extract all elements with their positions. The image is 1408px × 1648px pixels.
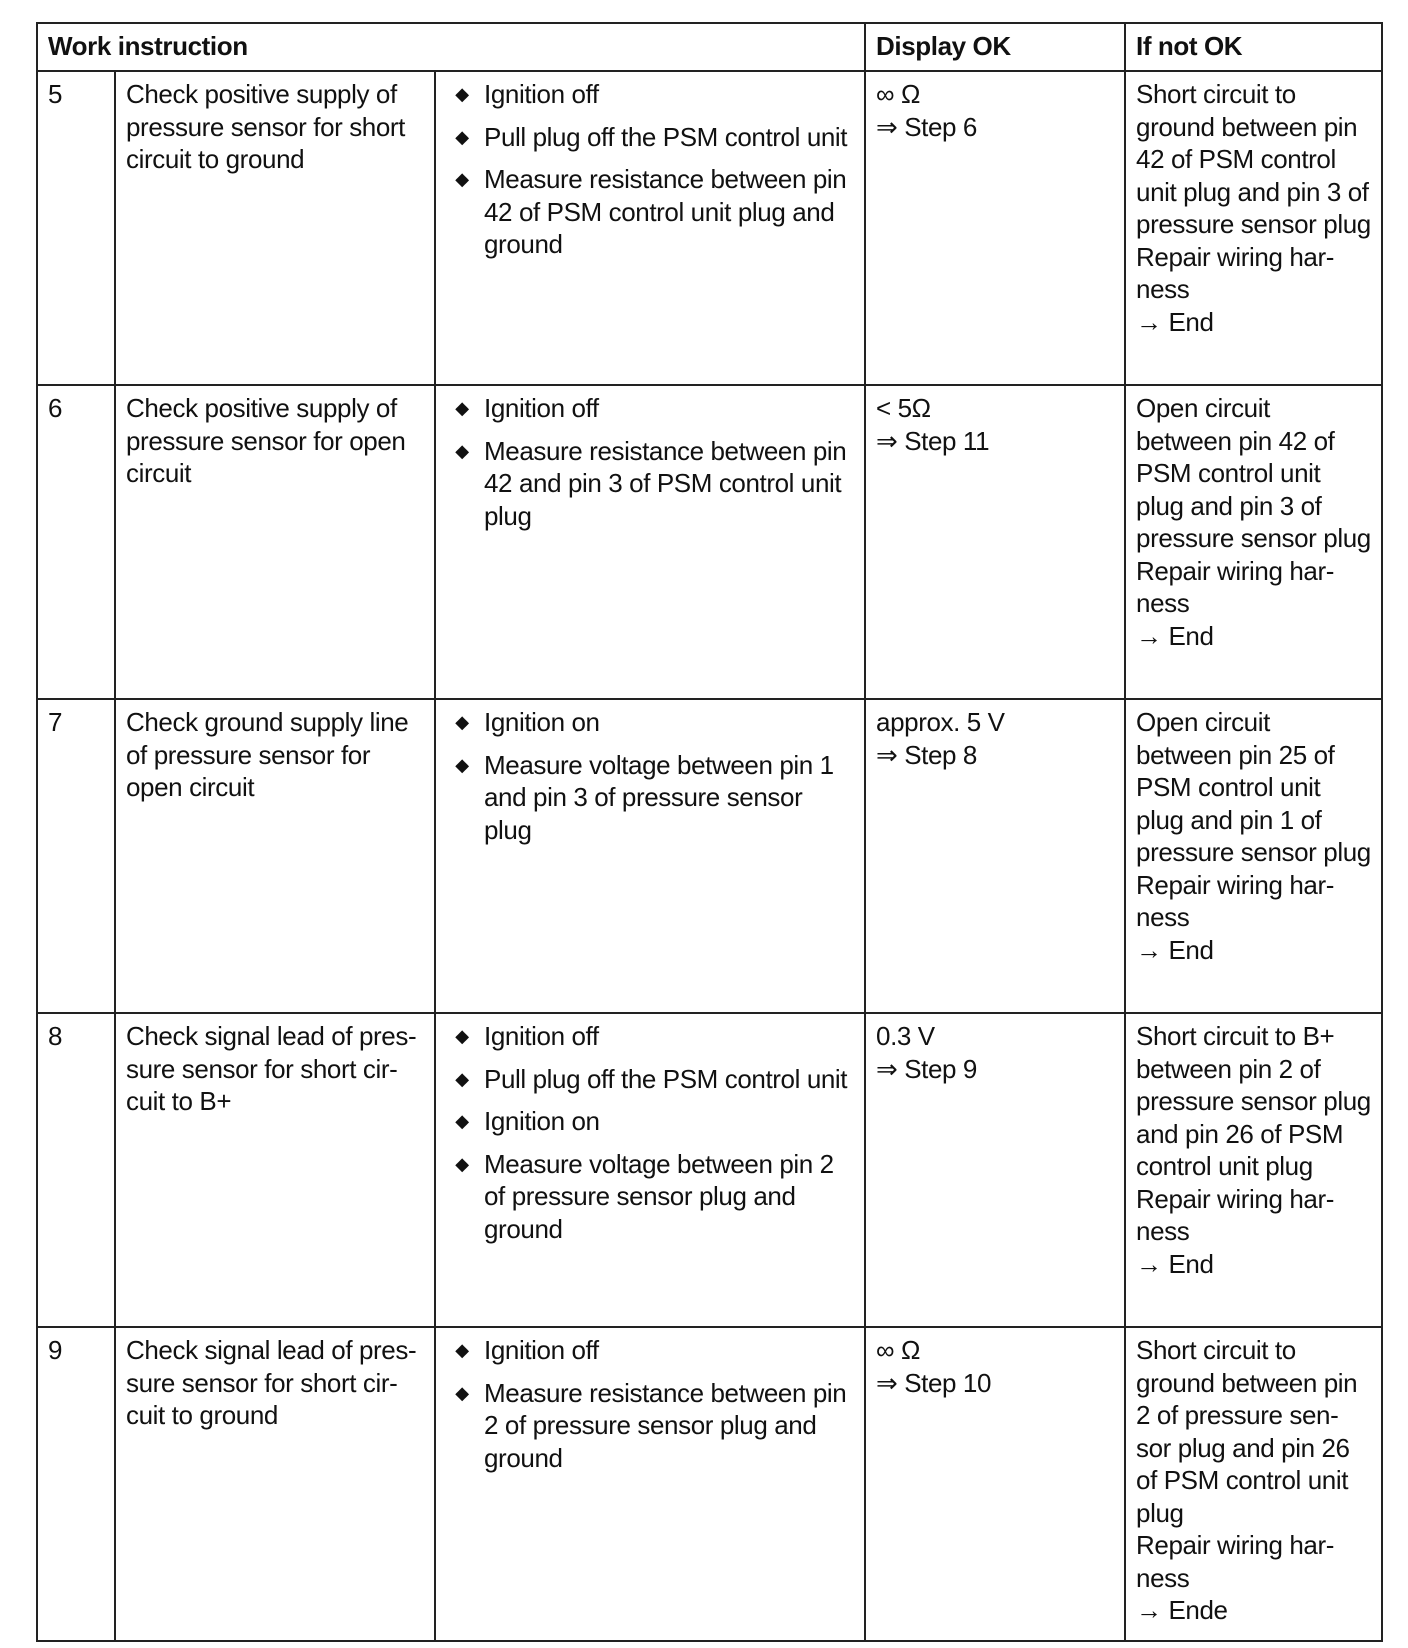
next-step-link: ⇒ Step 11	[876, 425, 990, 456]
repair-action: Repair wiring har-ness	[1136, 1530, 1334, 1593]
action-item	[446, 1334, 854, 1367]
header-display-ok: Display OK	[865, 23, 1125, 71]
next-step-link: ⇒ Step 8	[876, 739, 977, 770]
table-row	[37, 385, 1382, 699]
if-not-ok-remedy	[1125, 385, 1382, 699]
diamond-bullet-icon: ◆	[455, 84, 469, 104]
display-ok-value	[865, 699, 1125, 1013]
action-steps	[435, 699, 865, 1013]
fault-description: Open circuit between pin 42 of PSM control unit plug and pin 3 of pressure sensor plug	[1136, 393, 1371, 553]
end-marker: → End	[1136, 620, 1214, 651]
next-step-link: ⇒ Step 10	[876, 1367, 992, 1398]
repair-action: Repair wiring har-ness	[1136, 869, 1334, 932]
table-header-row	[37, 23, 1382, 71]
fault-description: Short circuit to ground between pin 2 of pressure sen-sor plug and pin 26 of PSM control unit plug	[1136, 1335, 1358, 1528]
if-not-ok-remedy	[1125, 699, 1382, 1013]
action-item	[446, 121, 854, 154]
end-marker: → End	[1136, 1248, 1214, 1279]
diamond-bullet-icon: ◆	[455, 1382, 469, 1403]
table-row	[37, 1327, 1382, 1641]
display-ok-value	[865, 385, 1125, 699]
action-steps	[435, 1013, 865, 1327]
end-marker: → End	[1136, 934, 1214, 965]
display-ok-value	[865, 1327, 1125, 1641]
task-description: Check signal lead of pres-sure sensor for short cir-cuit to ground	[115, 1327, 435, 1641]
action-item	[446, 1063, 854, 1096]
action-text: Ignition off	[484, 1335, 599, 1365]
diamond-bullet-icon: ◆	[455, 398, 469, 418]
header-work-instruction: Work instruction	[37, 23, 865, 71]
action-list	[446, 1334, 854, 1474]
expected-reading: < 5Ω	[876, 393, 931, 423]
next-step-link: ⇒ Step 6	[876, 111, 977, 142]
action-text: Measure voltage between pin 1 and pin 3 of pressure sensor plug	[484, 749, 834, 845]
task-description: Check signal lead of pres-sure sensor for short cir-cuit to B+	[115, 1013, 435, 1327]
diamond-bullet-icon: ◆	[455, 1026, 469, 1046]
action-item	[446, 392, 854, 425]
step-number: 8	[37, 1013, 115, 1327]
action-list	[446, 78, 854, 261]
diamond-bullet-icon: ◆	[455, 712, 469, 732]
action-text: Ignition off	[484, 1021, 599, 1051]
action-list	[446, 392, 854, 532]
action-item	[446, 1105, 854, 1138]
action-text: Ignition off	[484, 393, 599, 423]
end-marker: → End	[1136, 306, 1214, 337]
step-number: 6	[37, 385, 115, 699]
diamond-bullet-icon: ◆	[455, 754, 469, 775]
task-description: Check positive supply of pressure sensor for short circuit to ground	[115, 71, 435, 385]
diamond-bullet-icon: ◆	[455, 1111, 469, 1131]
task-description: Check positive supply of pressure sensor for open circuit	[115, 385, 435, 699]
diamond-bullet-icon: ◆	[455, 1068, 469, 1089]
action-item	[446, 749, 854, 847]
end-marker: → Ende	[1136, 1595, 1228, 1625]
action-list	[446, 706, 854, 846]
step-number: 7	[37, 699, 115, 1013]
expected-reading: ∞ Ω	[876, 79, 921, 109]
display-ok-value	[865, 71, 1125, 385]
if-not-ok-remedy	[1125, 1013, 1382, 1327]
task-description: Check ground supply line of pressure sensor for open circuit	[115, 699, 435, 1013]
action-text: Pull plug off the PSM control unit	[484, 121, 848, 152]
table-row	[37, 1013, 1382, 1327]
step-number: 5	[37, 71, 115, 385]
if-not-ok-remedy	[1125, 71, 1382, 385]
action-item	[446, 706, 854, 739]
repair-action: Repair wiring har-ness	[1136, 555, 1334, 618]
expected-reading: ∞ Ω	[876, 1335, 921, 1365]
fault-description: Short circuit to ground between pin 42 of PSM control unit plug and pin 3 of pressure sensor plug	[1136, 79, 1371, 239]
next-step-link: ⇒ Step 9	[876, 1053, 977, 1084]
fault-description: Open circuit between pin 25 of PSM control unit plug and pin 1 of pressure sensor plug	[1136, 707, 1371, 867]
step-number: 9	[37, 1327, 115, 1641]
diamond-bullet-icon: ◆	[455, 1153, 469, 1174]
header-if-not-ok: If not OK	[1125, 23, 1382, 71]
expected-reading: approx. 5 V	[876, 707, 1005, 737]
repair-action: Repair wiring har-ness	[1136, 241, 1334, 304]
action-item	[446, 1020, 854, 1053]
action-item	[446, 78, 854, 111]
action-text: Measure resistance between pin 42 and pin 3 of PSM control unit plug	[484, 435, 847, 531]
action-text: Measure resistance between pin 42 of PSM control unit plug and ground	[484, 164, 847, 259]
diamond-bullet-icon: ◆	[455, 1340, 469, 1360]
work-instruction-table	[36, 22, 1383, 1642]
action-text: Ignition off	[484, 79, 599, 109]
table-row	[37, 699, 1382, 1013]
repair-action: Repair wiring har-ness	[1136, 1183, 1334, 1246]
display-ok-value	[865, 1013, 1125, 1327]
action-item	[446, 163, 854, 261]
action-list	[446, 1020, 854, 1245]
action-steps	[435, 385, 865, 699]
action-steps	[435, 1327, 865, 1641]
diamond-bullet-icon: ◆	[455, 126, 469, 147]
fault-description: Short circuit to B+ between pin 2 of pressure sensor plug and pin 26 of PSM control unit plug	[1136, 1021, 1371, 1181]
action-text: Pull plug off the PSM control unit	[484, 1063, 848, 1094]
diamond-bullet-icon: ◆	[455, 169, 469, 189]
expected-reading: 0.3 V	[876, 1021, 935, 1051]
diamond-bullet-icon: ◆	[455, 440, 469, 461]
action-item	[446, 435, 854, 533]
action-steps	[435, 71, 865, 385]
table-row	[37, 71, 1382, 385]
action-text: Ignition on	[484, 1106, 600, 1136]
action-text: Ignition on	[484, 707, 600, 737]
if-not-ok-remedy	[1125, 1327, 1382, 1641]
action-item	[446, 1148, 854, 1246]
action-text: Measure voltage between pin 2 of pressure sensor plug and ground	[484, 1148, 834, 1244]
table-body	[37, 71, 1382, 1641]
action-item	[446, 1377, 854, 1475]
action-text: Measure resistance between pin 2 of pressure sensor plug and ground	[484, 1377, 847, 1473]
